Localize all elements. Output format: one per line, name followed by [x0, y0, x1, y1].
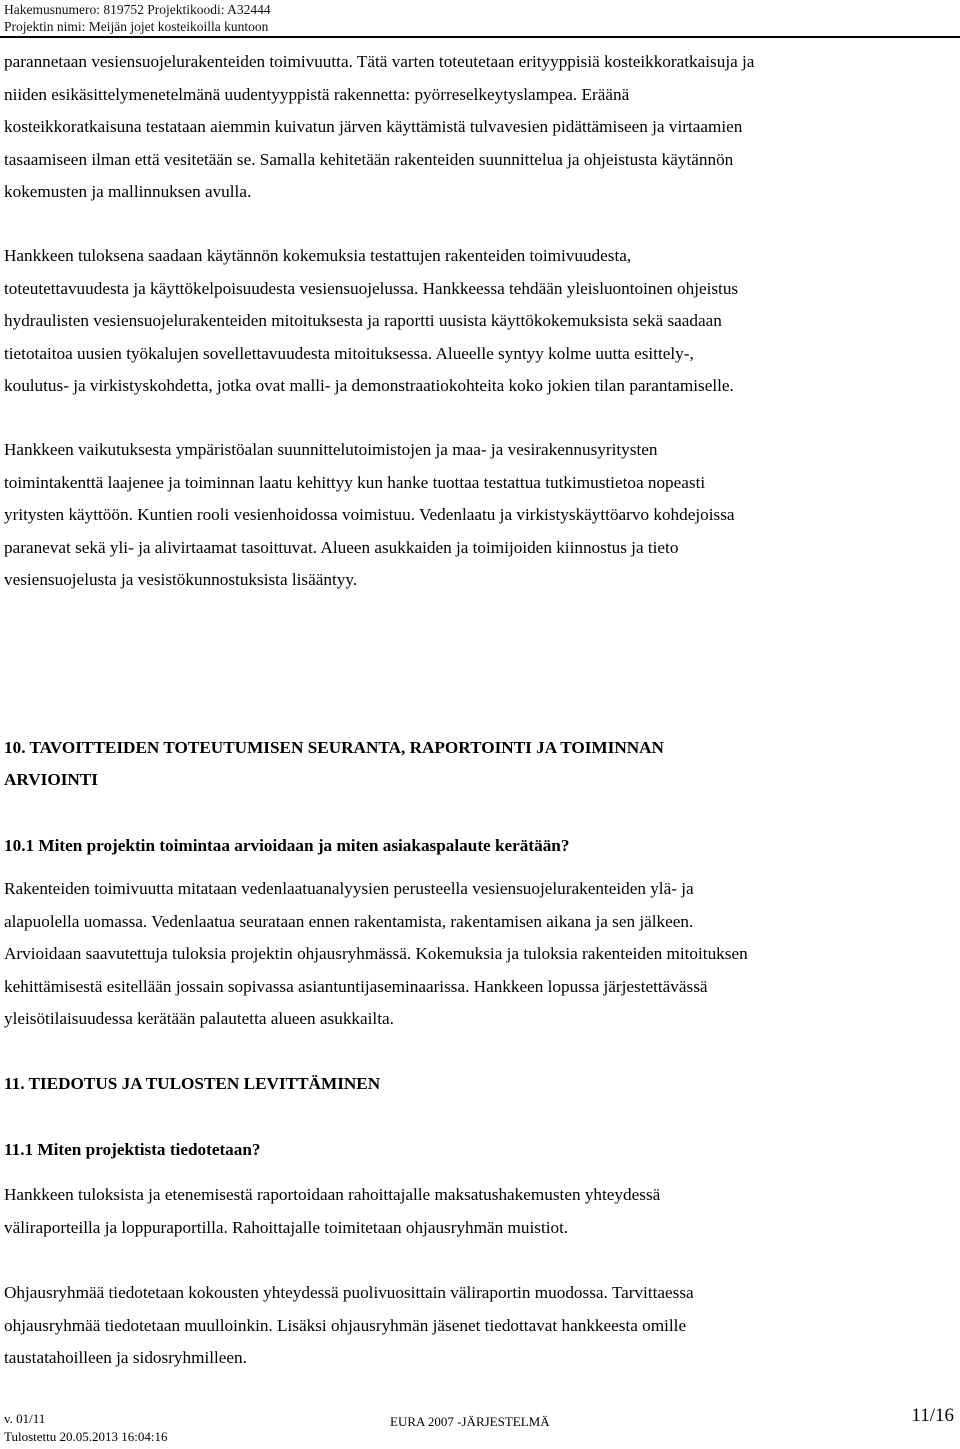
text-line: parannetaan vesiensuojelurakenteiden toimivuutta. Tätä varten toteutetaan erityyppisiä kosteikkoratkaisuja ja [4, 52, 755, 71]
text-line: hydraulisten vesiensuojelurakenteiden mitoituksesta ja raportti uusista käyttökokemuksista sekä saadaan [4, 311, 722, 331]
heading-line: ARVIOINTI [4, 770, 98, 789]
text-line: kosteikkoratkaisuna testataan aiemmin kuivatun järven käyttämistä tulvavesien pidättämiseen ja virtaamien [4, 117, 743, 137]
paragraph-project-goals [4, 46, 956, 209]
paragraph-project-results [4, 240, 956, 403]
header-divider [0, 36, 960, 38]
body-text [4, 46, 956, 597]
text-line: tasaamiseen ilman että vesitetään se. Samalla kehitetään rakenteiden suunnittelua ja ohjeistusta käytännön [4, 149, 734, 169]
footer-version-info [4, 1410, 167, 1446]
text-line: taustatahoilleen ja sidosryhmilleen. [4, 1348, 247, 1368]
text-line: yleisötilaisuudessa kerätään palautetta alueen asukkailta. [4, 1009, 394, 1029]
section-11-heading: 11. TIEDOTUS JA TULOSTEN LEVITTÄMINEN [4, 1074, 381, 1093]
text-line: väliraporteilla ja loppuraportilla. Rahoittajalle toimitetaan ohjausryhmän muistiot. [4, 1217, 569, 1237]
text-line: Rakenteiden toimivuutta mitataan vedenlaatuanalyysien perusteella vesiensuojelurakenteiden ylä- ja [4, 879, 694, 898]
paragraph-reporting [4, 1179, 956, 1244]
text-line: paranevat sekä yli- ja alivirtaamat tasoittuvat. Alueen asukkaiden ja toimijoiden kiinnostus ja tieto [4, 537, 679, 557]
text-line: kehittämisestä esitellään jossain sopivassa asiantuntijaseminaarissa. Hankkeen lopussa järjestettävässä [4, 976, 708, 996]
application-number: Hakemusnumero: 819752 Projektikoodi: A32444 [4, 2, 271, 17]
text-line: Hankkeen tuloksista ja etenemisestä raportoidaan rahoittajalle maksatushakemusten yhteydessä [4, 1185, 661, 1204]
project-name: Projektin nimi: Meijän jojet kosteikoilla kuntoon [4, 19, 269, 34]
text-line: toimintakenttä laajenee ja toiminnan laatu kehittyy kun hanke tuottaa testattua tutkimustietoa nopeasti [4, 472, 706, 492]
text-line: vesiensuojelusta ja vesistökunnostuksista lisääntyy. [4, 570, 358, 590]
text-line: yritysten käyttöön. Kuntien rooli vesienhoidossa voimistuu. Vedenlaatu ja virkistyskäyttöarvo kohdejoissa [4, 505, 735, 525]
text-line: koulutus- ja virkistyskohdetta, jotka ovat malli- ja demonstraatiokohteita koko jokien tilan parantamiselle. [4, 376, 734, 396]
paragraph-evaluation [4, 873, 956, 1036]
text-line: Hankkeen tuloksena saadaan käytännön kokemuksia testattujen rakenteiden toimivuudesta, [4, 245, 632, 265]
text-line: Ohjausryhmää tiedotetaan kokousten yhteydessä puolivuosittain väliraportin muodossa. Tarvittaessa [4, 1283, 694, 1302]
section-10-1-heading: 10.1 Miten projektin toimintaa arvioidaan ja miten asiakaspalaute kerätään? [4, 836, 570, 855]
heading-line: 10. TAVOITTEIDEN TOTEUTUMISEN SEURANTA, RAPORTOINTI JA TOIMINNAN [4, 738, 664, 757]
section-10-heading [4, 732, 664, 796]
text-line: alapuolella uomassa. Vedenlaatua seurataan ennen rakentamista, rakentamisen aikana ja sen jälkeen. [4, 911, 694, 931]
text-line: niiden esikäsittelymenetelmänä uudentyyppistä rakennetta: pyörreselkeytyslampea. Eräänä [4, 84, 630, 104]
form-version: v. 01/11 [4, 1411, 46, 1426]
text-line: ohjausryhmää tiedotetaan muulloinkin. Lisäksi ohjausryhmän jäsenet tiedottavat hankkeesta omille [4, 1315, 687, 1335]
section-11-1-heading: 11.1 Miten projektista tiedotetaan? [4, 1140, 261, 1159]
text-line: Hankkeen vaikutuksesta ympäristöalan suunnittelutoimistojen ja maa- ja vesirakennusyritysten [4, 439, 658, 459]
page-number: 11/16 [911, 1405, 954, 1426]
text-line: tietotaitoa uusien työkalujen sovellettavuudesta mitoituksessa. Alueelle syntyy kolme uutta esittely-, [4, 343, 694, 363]
text-line: Arvioidaan saavutettuja tuloksia projektin ohjausryhmässä. Kokemuksia ja tuloksia rakenteiden mitoituksen [4, 944, 748, 964]
footer-system-name: EURA 2007 -JÄRJESTELMÄ [390, 1414, 550, 1429]
document-header [4, 1, 271, 35]
text-line: kokemusten ja mallinnuksen avulla. [4, 182, 252, 202]
paragraph-project-impact [4, 434, 956, 597]
print-timestamp: Tulostettu 20.05.2013 16:04:16 [4, 1429, 168, 1444]
paragraph-steering-group [4, 1277, 956, 1375]
text-line: toteutettavuudesta ja käyttökelpoisuudesta vesiensuojelussa. Hankkeessa tehdään yleisluontoinen ohjeistus [4, 278, 739, 298]
